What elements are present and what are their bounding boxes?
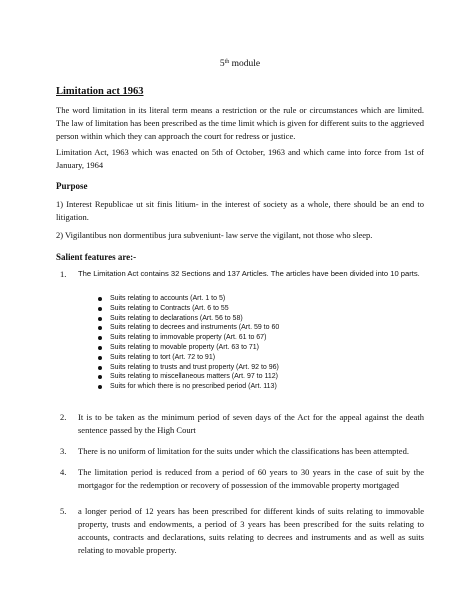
enactment-paragraph: Limitation Act, 1963 which was enacted on 5th of October, 1963 and which came into force from 1st of January, 1964 [56, 147, 424, 170]
salient-features-heading: Salient features are:- [56, 252, 137, 262]
list-item: Suits relating to accounts (Art. 1 to 5) [96, 294, 396, 304]
intro-paragraph: The word limitation in its literal term means a restriction or the rule or circumstances which are limited. The law of limitation has been prescribed as the time limit which is given for different suits to the aggrieved person within which they can approach the court for redress or justice. [56, 105, 424, 141]
module-number: 5 [219, 59, 225, 69]
list-item: Suits relating to tort (Art. 72 to 91) [96, 353, 396, 363]
list-item: Suits relating to movable property (Art. 63 to 71) [96, 343, 396, 353]
list-item: Suits relating to declarations (Art. 56 to 58) [96, 314, 396, 324]
list-item: Suits relating to immovable property (Art. 61 to 67) [96, 333, 396, 343]
feature-number: 2. [60, 412, 67, 422]
list-item: Suits relating to trusts and trust property (Art. 92 to 96) [96, 363, 396, 373]
bullet-icon [98, 375, 102, 379]
bullet-icon [98, 366, 102, 370]
feature-text: The limitation period is reduced from a period of 60 years to 30 years in the case of suit by the mortgagor for the redemption or recovery of possession of the immovable property mortgaged [78, 467, 424, 490]
bullet-icon [98, 336, 102, 340]
list-item: Suits relating to decrees and instruments (Art. 59 to 60 [96, 323, 396, 333]
feature-text: a longer period of 12 years has been prescribed for different kinds of suits relating to immovable property, trusts and endowments, a period of 3 years has been prescribed for the suits relating to accounts, contracts and declarations, suits relating to decrees and instruments and as well as suits relating to movable property. [78, 506, 424, 555]
feature-text: The Limitation Act contains 32 Sections and 137 Articles. The articles have been divided into 10 parts. [78, 269, 420, 278]
bullet-icon [98, 317, 102, 321]
article-parts-list [96, 294, 396, 392]
feature-number: 3. [60, 446, 67, 456]
bullet-icon [98, 346, 102, 350]
bullet-icon [98, 385, 102, 389]
module-word: module [231, 59, 261, 69]
list-item: Suits for which there is no prescribed period (Art. 113) [96, 382, 396, 392]
feature-number: 4. [60, 467, 67, 477]
purpose-point-1: 1) Interest Republicae ut sit finis litium- in the interest of society as a whole, there should be an end to litigation. [56, 199, 424, 222]
purpose-heading: Purpose [56, 181, 88, 191]
feature-number: 1. [60, 269, 67, 279]
list-item: Suits relating to miscellaneous matters (Art. 97 to 112) [96, 372, 396, 382]
list-item: Suits relating to Contracts (Art. 6 to 55 [96, 304, 396, 314]
module-number-suffix: th [224, 59, 230, 65]
purpose-point-2: 2) Vigilantibus non dormentibus jura subveniunt- law serve the vigilant, not those who sleep. [56, 230, 373, 240]
bullet-icon [98, 307, 102, 311]
feature-number: 5. [60, 506, 67, 516]
page-heading: Limitation act 1963 [56, 86, 144, 97]
bullet-icon [98, 297, 102, 301]
module-title [56, 56, 424, 71]
bullet-icon [98, 326, 102, 330]
feature-text: There is no uniform of limitation for the suits under which the classifications has been attempted. [78, 446, 409, 456]
feature-text: It is to be taken as the minimum period of seven days of the Act for the appeal against the death sentence passed by the High Court [78, 412, 424, 435]
bullet-icon [98, 356, 102, 360]
